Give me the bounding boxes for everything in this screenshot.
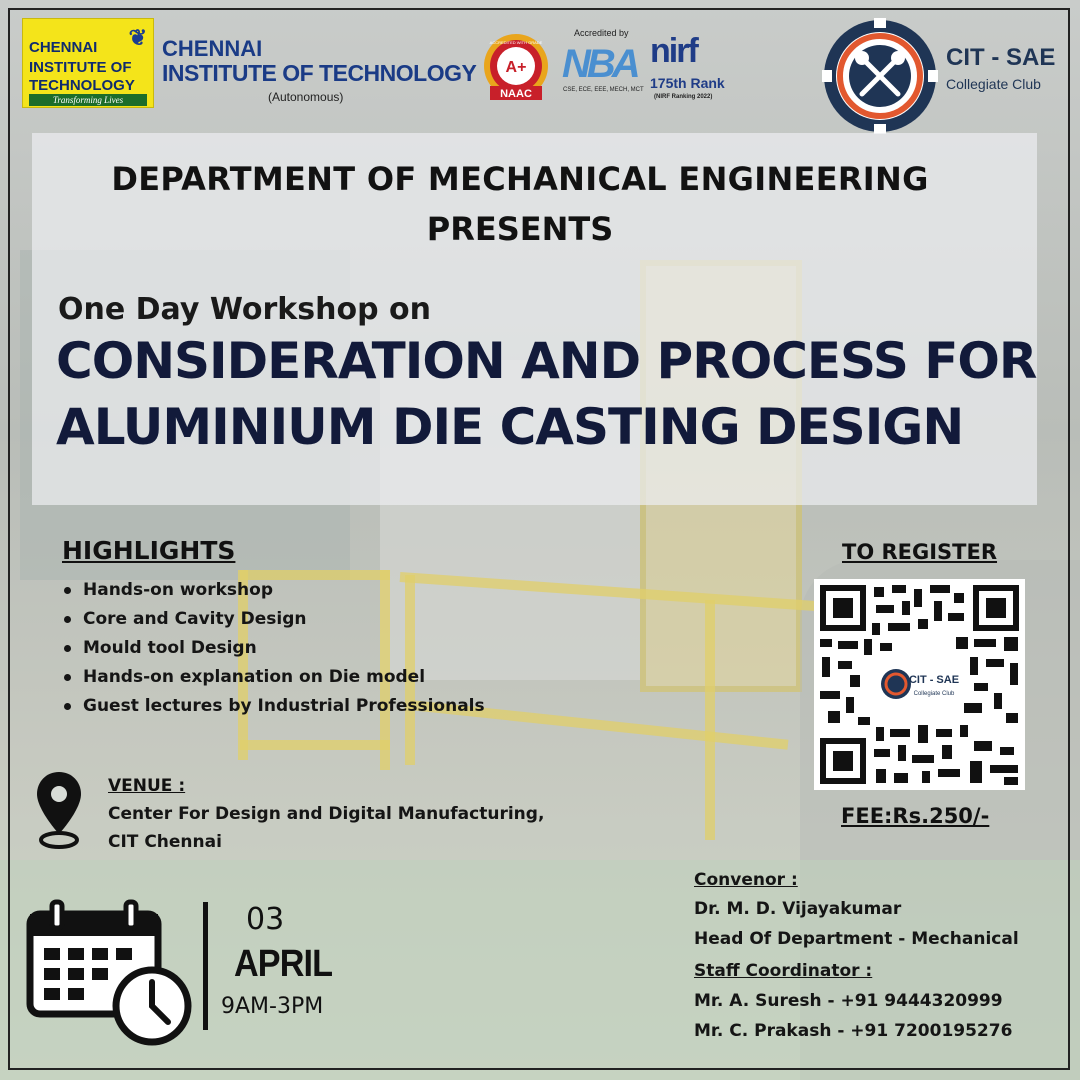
qr-center-title: CIT - SAE — [908, 674, 960, 686]
highlight-item: Hands-on workshop — [62, 580, 485, 609]
institute-name-line1: CHENNAI — [162, 36, 263, 61]
convenor-label: Convenor : — [694, 870, 798, 890]
cit-logo-line3: TECHNOLOGY — [29, 77, 135, 94]
event-day: 03 — [246, 902, 285, 937]
nirf-rank: 175th Rank — [650, 75, 725, 91]
highlight-item: Hands-on explanation on Die model — [62, 667, 485, 696]
institute-name-line2: INSTITUTE OF TECHNOLOGY — [162, 60, 477, 86]
autonomous-label: (Autonomous) — [268, 90, 344, 104]
sae-club-logo-icon — [822, 18, 938, 134]
qr-center-subtitle: Collegiate Club — [913, 691, 955, 697]
cit-logo-line2: INSTITUTE OF — [29, 59, 132, 76]
venue-label: VENUE : — [108, 776, 186, 796]
register-heading: TO REGISTER — [842, 540, 998, 564]
highlight-item: Mould tool Design — [62, 638, 485, 667]
sae-club-subtitle: Collegiate Club — [946, 76, 1041, 92]
workshop-title-line2: ALUMINIUM DIE CASTING DESIGN — [56, 398, 964, 456]
venue-line2: CIT Chennai — [108, 832, 222, 852]
butterfly-icon: ❦ — [128, 25, 147, 50]
workshop-type: One Day Workshop on — [58, 292, 431, 327]
nirf-ranking-year: (NIRF Ranking 2022) — [654, 94, 713, 100]
nirf-logo: nirf — [650, 32, 697, 70]
highlights-list — [62, 580, 485, 725]
staff-coordinator-2: Mr. C. Prakash - +91 7200195276 — [694, 1021, 1013, 1041]
date-divider — [203, 902, 208, 1030]
naac-badge-icon — [478, 32, 554, 102]
calendar-clock-icon — [26, 898, 194, 1050]
event-month: APRIL — [234, 943, 333, 985]
workshop-title-line1: CONSIDERATION AND PROCESS FOR — [56, 332, 1037, 390]
naac-label: NAAC — [500, 88, 532, 100]
naac-top-text: ACCREDITED WITH GRADE — [489, 40, 543, 45]
staff-coordinator-label: Staff Coordinator : — [694, 961, 873, 981]
venue-line1: Center For Design and Digital Manufacturing, — [108, 804, 545, 824]
highlight-item: Core and Cavity Design — [62, 609, 485, 638]
event-time: 9AM-3PM — [221, 994, 324, 1019]
cit-logo — [22, 18, 154, 108]
sae-club-title: CIT - SAE — [946, 44, 1056, 71]
cit-logo-tagline: Transforming Lives — [29, 94, 147, 106]
location-pin-icon — [34, 770, 84, 854]
registration-qr-code[interactable] — [814, 579, 1025, 790]
accredited-by-label: Accredited by — [574, 28, 629, 38]
highlight-item: Guest lectures by Industrial Professionals — [62, 696, 485, 725]
staff-coordinator-1: Mr. A. Suresh - +91 9444320999 — [694, 991, 1003, 1011]
cit-logo-line1: CHENNAI — [29, 39, 98, 56]
registration-fee: FEE:Rs.250/- — [841, 804, 990, 828]
department-heading: DEPARTMENT OF MECHANICAL ENGINEERING — [111, 160, 929, 198]
convenor-name: Dr. M. D. Vijayakumar — [694, 899, 902, 919]
highlights-heading: HIGHLIGHTS — [62, 536, 236, 565]
nba-logo: NBA — [562, 42, 637, 86]
convenor-role: Head Of Department - Mechanical — [694, 929, 1019, 949]
presents-heading: PRESENTS — [426, 210, 614, 248]
nba-departments: CSE, ECE, EEE, MECH, MCT — [563, 87, 644, 93]
naac-grade: A+ — [505, 59, 527, 76]
